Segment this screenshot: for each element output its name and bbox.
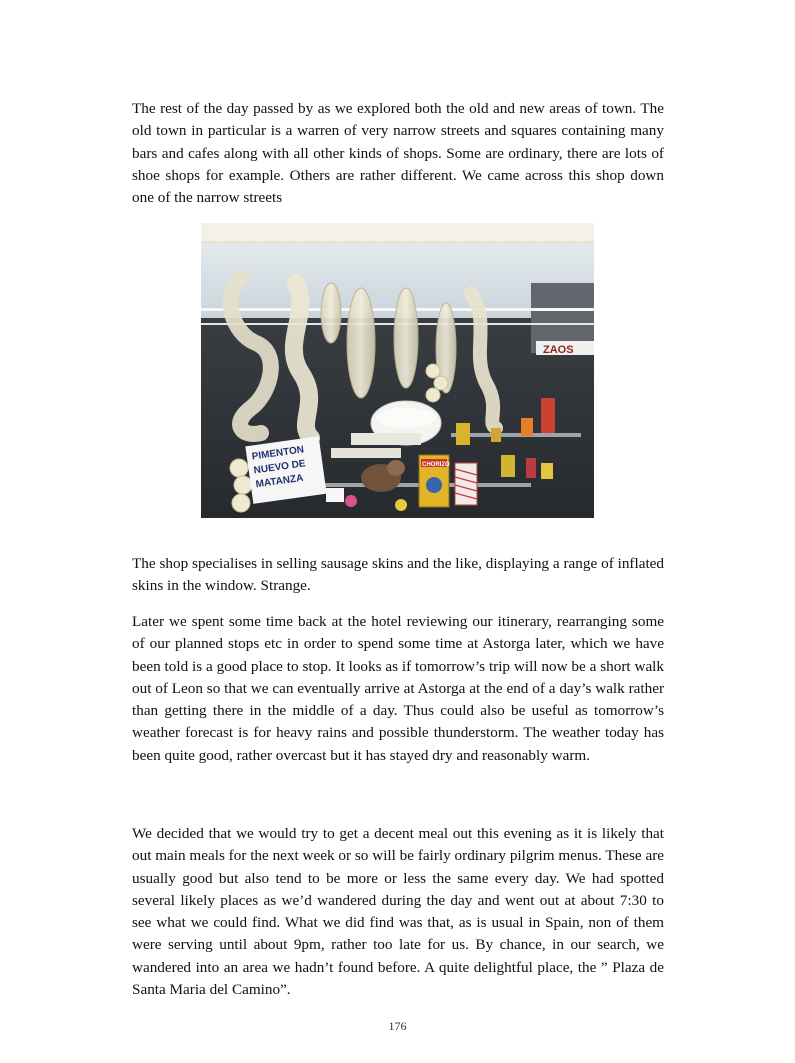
paragraph-3: Later we spent some time back at the hotel reviewing our itinerary, rearranging some of our planned stops etc in order to spend some time at Astorga later, which we have been told is a good place to stop. It looks as if tomorrow’s trip will now be a short walk out of Leon so that we can eventually arrive at Astorga at the end of a day’s walk rather than getting there in the middle of a day. Thus could also be useful as tomorrow’s weather forecast is for heavy rains and possible thunderstorm. The weather today has been quite good, rather overcast but it has stayed dry and reasonably warm.	[132, 613, 664, 764]
shop-window-photo	[201, 223, 594, 518]
page-number: 176	[388, 1019, 407, 1033]
paragraph-1: The rest of the day passed by as we explored both the old and new areas of town. The old town in particular is a warren of very narrow streets and squares containing many bars and cafes along with all other kinds of shops. Some are ordinary, there are lots of shoe shops for example. Others are rather different. We came across this shop down one of the narrow streets	[132, 100, 664, 207]
sign-line-2: NUEVO DE	[253, 458, 307, 477]
paragraph-4: We decided that we would try to get a decent meal out this evening as it is likely that out main meals for the next week or so will be fairly ordinary pilgrim menus. These are usually good but also tend to be more or less the same every day. We had spotted several likely places as we’d wandered during the day and went out at about 7:30 to see what we could find. What we did find was that, as is usual in Spain, non of them were serving until about 9pm, rather too late for us. By chance, in our search, we wandered into an area we hadn’t found before. A quite delightful place, the ” Plaza de Santa Maria del Camino”.	[132, 825, 664, 999]
sign-line-1: PIMENTON	[251, 444, 305, 463]
sign-line-3: MATANZA	[255, 472, 305, 491]
paragraph-2: The shop specialises in selling sausage skins and the like, displaying a range of inflated skins in the window. Strange.	[132, 555, 664, 595]
reflection-sign: ZAOS	[543, 344, 574, 356]
box-label: CHORIZO	[422, 462, 450, 468]
